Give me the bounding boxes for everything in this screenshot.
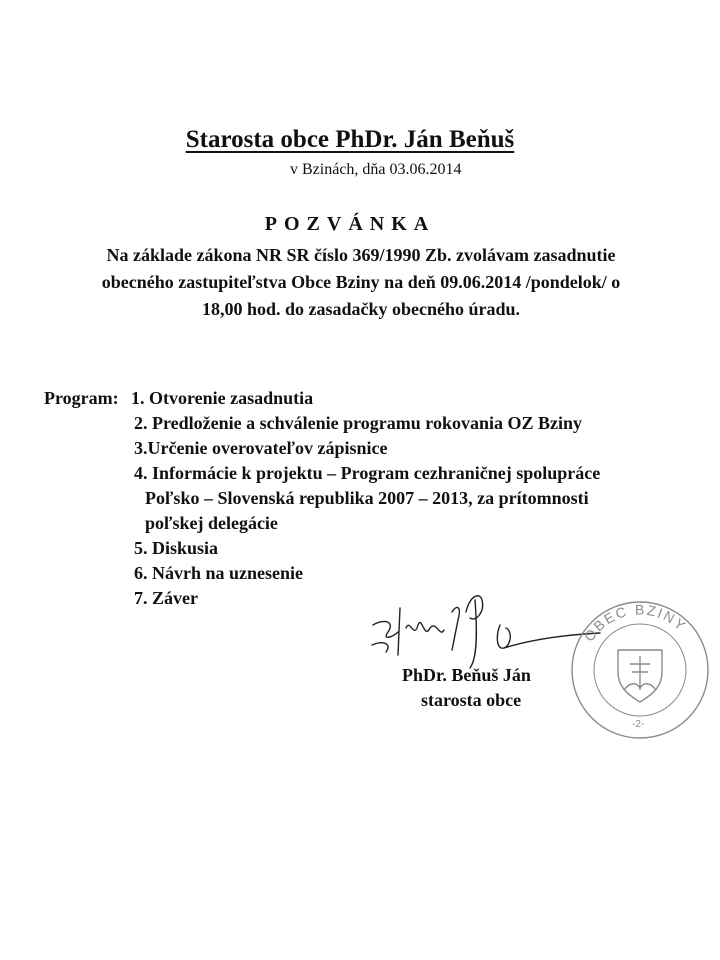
document-title: Starosta obce PhDr. Ján Beňuš xyxy=(185,126,515,153)
program-item: 6. Návrh na uznesenie xyxy=(134,563,304,583)
program-item-continuation: Poľsko – Slovenská republika 2007 – 2013, za prítomnosti xyxy=(145,488,589,508)
intro-line: obecného zastupiteľstva Obce Bziny na deň 09.06.2014 /pondelok/ o xyxy=(101,272,621,292)
stamp-text: OBEC BZINY xyxy=(580,601,690,645)
program-item: 1. Otvorenie zasadnutia xyxy=(131,388,314,408)
signatory-role: starosta obce xyxy=(421,690,522,710)
program-item: 7. Záver xyxy=(134,588,198,608)
handwritten-signature xyxy=(372,596,600,668)
program-item-continuation: poľskej delegácie xyxy=(145,513,278,533)
place-date: v Bzinách, dňa 03.06.2014 xyxy=(290,161,462,178)
program-item: 4. Informácie k projektu – Program cezhraničnej spolupráce xyxy=(134,463,601,483)
program-item: 3.Určenie overovateľov zápisnice xyxy=(134,438,388,458)
program-item: 2. Predloženie a schválenie programu rokovania OZ Bziny xyxy=(134,413,583,433)
program-label: Program: xyxy=(44,388,119,408)
intro-line: Na základe zákona NR SR číslo 369/1990 Zb. zvolávam zasadnutie xyxy=(106,245,616,265)
stamp-number: -2- xyxy=(632,719,645,730)
intro-line: 18,00 hod. do zasadačky obecného úradu. xyxy=(201,299,521,319)
coat-of-arms-icon xyxy=(618,650,662,702)
invitation-heading: POZVÁNKA xyxy=(264,213,436,235)
program-item: 5. Diskusia xyxy=(134,538,219,558)
signatory-name: PhDr. Beňuš Ján xyxy=(402,665,531,685)
